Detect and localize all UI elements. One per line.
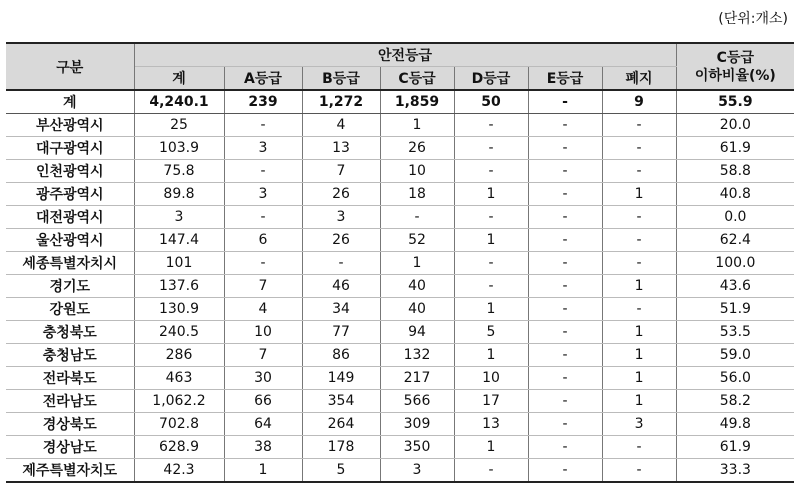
row-name-cell: 충청북도 [6, 321, 134, 344]
header-col-abolished: 폐지 [602, 67, 676, 91]
row-value-cell: 75.8 [134, 160, 224, 183]
row-value-cell: - [454, 252, 528, 275]
row-value-cell: 286 [134, 344, 224, 367]
row-value-cell: 147.4 [134, 229, 224, 252]
row-value-cell: 4 [302, 114, 380, 137]
row-value-cell: 49.8 [676, 413, 794, 436]
safety-grade-table [6, 42, 794, 483]
row-value-cell: 239 [224, 90, 302, 114]
row-value-cell: 61.9 [676, 137, 794, 160]
table-row [6, 413, 794, 436]
row-value-cell: 59.0 [676, 344, 794, 367]
row-value-cell: 20.0 [676, 114, 794, 137]
row-value-cell: 1 [380, 252, 454, 275]
row-value-cell: 1 [454, 344, 528, 367]
row-value-cell: 51.9 [676, 298, 794, 321]
table-row [6, 298, 794, 321]
row-value-cell: - [602, 229, 676, 252]
row-value-cell: 178 [302, 436, 380, 459]
table-row [6, 252, 794, 275]
row-value-cell: 17 [454, 390, 528, 413]
header-col-a-grade: A등급 [224, 67, 302, 91]
row-value-cell: - [224, 206, 302, 229]
row-value-cell: 137.6 [134, 275, 224, 298]
row-value-cell: 132 [380, 344, 454, 367]
row-value-cell: 3 [380, 459, 454, 483]
row-value-cell: 26 [302, 183, 380, 206]
row-value-cell: 354 [302, 390, 380, 413]
row-value-cell: 26 [380, 137, 454, 160]
row-value-cell: 350 [380, 436, 454, 459]
row-value-cell: 4,240.1 [134, 90, 224, 114]
row-value-cell: 1 [454, 183, 528, 206]
row-name-cell: 부산광역시 [6, 114, 134, 137]
table-row [6, 436, 794, 459]
header-col-c-grade: C등급 [380, 67, 454, 91]
row-value-cell: 1 [602, 275, 676, 298]
row-name-cell: 인천광역시 [6, 160, 134, 183]
row-value-cell: 1,859 [380, 90, 454, 114]
row-value-cell: 149 [302, 367, 380, 390]
row-value-cell: 566 [380, 390, 454, 413]
row-name-cell: 대구광역시 [6, 137, 134, 160]
row-value-cell: 1,272 [302, 90, 380, 114]
row-name-cell: 대전광역시 [6, 206, 134, 229]
row-value-cell: 50 [454, 90, 528, 114]
table-body [6, 90, 794, 482]
row-value-cell: 3 [134, 206, 224, 229]
row-value-cell: 40 [380, 275, 454, 298]
row-name-cell: 제주특별자치도 [6, 459, 134, 483]
row-value-cell: 628.9 [134, 436, 224, 459]
row-value-cell: 7 [224, 275, 302, 298]
row-value-cell: 3 [602, 413, 676, 436]
row-value-cell: 1,062.2 [134, 390, 224, 413]
table-row [6, 206, 794, 229]
row-value-cell: - [602, 206, 676, 229]
row-value-cell: 34 [302, 298, 380, 321]
row-value-cell: 101 [134, 252, 224, 275]
header-col-d-grade: D등급 [454, 67, 528, 91]
row-value-cell: 217 [380, 367, 454, 390]
row-value-cell: 89.8 [134, 183, 224, 206]
row-value-cell: 55.9 [676, 90, 794, 114]
row-value-cell: - [302, 252, 380, 275]
row-value-cell: 43.6 [676, 275, 794, 298]
row-value-cell: 3 [224, 137, 302, 160]
row-value-cell: 7 [224, 344, 302, 367]
row-value-cell: 3 [302, 206, 380, 229]
row-value-cell: 3 [224, 183, 302, 206]
table-row [6, 321, 794, 344]
row-value-cell: 1 [602, 344, 676, 367]
row-value-cell: - [528, 390, 602, 413]
table-row [6, 229, 794, 252]
row-value-cell: 240.5 [134, 321, 224, 344]
row-value-cell: - [602, 114, 676, 137]
row-name-cell: 세종특별자치시 [6, 252, 134, 275]
row-value-cell: - [528, 344, 602, 367]
table-row [6, 459, 794, 483]
header-col-e-grade: E등급 [528, 67, 602, 91]
header-ratio-line2: 이하비율(%) [694, 67, 776, 84]
row-value-cell: 94 [380, 321, 454, 344]
row-value-cell: 1 [454, 298, 528, 321]
row-value-cell: 13 [454, 413, 528, 436]
row-value-cell: - [528, 413, 602, 436]
row-value-cell: - [528, 206, 602, 229]
row-value-cell: 5 [454, 321, 528, 344]
table-total-row [6, 90, 794, 114]
row-value-cell: - [224, 160, 302, 183]
row-value-cell: 10 [380, 160, 454, 183]
row-value-cell: 77 [302, 321, 380, 344]
header-col-total: 계 [134, 67, 224, 91]
header-col-b-grade: B등급 [302, 67, 380, 91]
row-value-cell: 100.0 [676, 252, 794, 275]
row-value-cell: 33.3 [676, 459, 794, 483]
row-value-cell: 4 [224, 298, 302, 321]
row-value-cell: - [224, 114, 302, 137]
table-row [6, 137, 794, 160]
row-value-cell: 40 [380, 298, 454, 321]
row-value-cell: - [602, 436, 676, 459]
row-value-cell: 56.0 [676, 367, 794, 390]
row-name-cell: 전라북도 [6, 367, 134, 390]
row-value-cell: 130.9 [134, 298, 224, 321]
row-value-cell: 53.5 [676, 321, 794, 344]
row-value-cell: 1 [380, 114, 454, 137]
header-category: 구분 [6, 43, 134, 90]
table-row [6, 275, 794, 298]
row-name-cell: 충청남도 [6, 344, 134, 367]
row-value-cell: - [454, 114, 528, 137]
row-value-cell: - [224, 252, 302, 275]
row-value-cell: 1 [224, 459, 302, 483]
row-value-cell: 30 [224, 367, 302, 390]
row-value-cell: 1 [602, 390, 676, 413]
row-value-cell: - [454, 206, 528, 229]
row-value-cell: 103.9 [134, 137, 224, 160]
row-value-cell: 40.8 [676, 183, 794, 206]
row-value-cell: - [528, 298, 602, 321]
table-header [6, 43, 794, 90]
row-value-cell: 86 [302, 344, 380, 367]
row-value-cell: 702.8 [134, 413, 224, 436]
header-safety-grade-group: 안전등급 [134, 43, 676, 67]
row-name-cell: 울산광역시 [6, 229, 134, 252]
unit-note: (단위:개소) [718, 11, 788, 27]
row-value-cell: 1 [454, 436, 528, 459]
row-value-cell: 46 [302, 275, 380, 298]
table-row [6, 114, 794, 137]
row-name-cell: 계 [6, 90, 134, 114]
row-value-cell: - [528, 367, 602, 390]
row-value-cell: - [454, 137, 528, 160]
row-value-cell: 5 [302, 459, 380, 483]
row-name-cell: 강원도 [6, 298, 134, 321]
row-value-cell: - [528, 229, 602, 252]
table-row [6, 390, 794, 413]
row-value-cell: 1 [602, 367, 676, 390]
row-name-cell: 광주광역시 [6, 183, 134, 206]
row-value-cell: - [454, 275, 528, 298]
row-value-cell: 13 [302, 137, 380, 160]
row-value-cell: - [602, 298, 676, 321]
row-value-cell: - [380, 206, 454, 229]
row-value-cell: 52 [380, 229, 454, 252]
row-value-cell: 61.9 [676, 436, 794, 459]
row-value-cell: 1 [602, 321, 676, 344]
row-value-cell: 10 [454, 367, 528, 390]
row-value-cell: 62.4 [676, 229, 794, 252]
row-value-cell: 9 [602, 90, 676, 114]
row-value-cell: - [528, 321, 602, 344]
table-row [6, 183, 794, 206]
row-value-cell: - [454, 160, 528, 183]
row-value-cell: - [602, 137, 676, 160]
row-value-cell: 66 [224, 390, 302, 413]
row-value-cell: - [602, 459, 676, 483]
row-value-cell: 64 [224, 413, 302, 436]
row-value-cell: - [528, 114, 602, 137]
row-value-cell: 6 [224, 229, 302, 252]
table-row [6, 160, 794, 183]
row-value-cell: - [454, 459, 528, 483]
row-value-cell: - [528, 275, 602, 298]
row-name-cell: 경기도 [6, 275, 134, 298]
row-value-cell: - [528, 183, 602, 206]
row-value-cell: 1 [602, 183, 676, 206]
header-ratio-line1: C등급 [716, 49, 754, 66]
row-value-cell: 463 [134, 367, 224, 390]
row-value-cell: - [528, 160, 602, 183]
row-value-cell: 309 [380, 413, 454, 436]
row-value-cell: - [602, 252, 676, 275]
row-value-cell: 58.2 [676, 390, 794, 413]
row-value-cell: - [528, 459, 602, 483]
row-value-cell: 58.8 [676, 160, 794, 183]
row-value-cell: 264 [302, 413, 380, 436]
row-value-cell: 42.3 [134, 459, 224, 483]
row-value-cell: - [528, 90, 602, 114]
row-value-cell: 10 [224, 321, 302, 344]
row-value-cell: 7 [302, 160, 380, 183]
table-row [6, 367, 794, 390]
row-value-cell: - [602, 160, 676, 183]
row-value-cell: 26 [302, 229, 380, 252]
row-value-cell: - [528, 137, 602, 160]
row-value-cell: 25 [134, 114, 224, 137]
row-value-cell: 18 [380, 183, 454, 206]
row-name-cell: 전라남도 [6, 390, 134, 413]
row-value-cell: 0.0 [676, 206, 794, 229]
row-value-cell: 38 [224, 436, 302, 459]
row-name-cell: 경상남도 [6, 436, 134, 459]
row-value-cell: - [528, 436, 602, 459]
row-name-cell: 경상북도 [6, 413, 134, 436]
row-value-cell: - [528, 252, 602, 275]
table-row [6, 344, 794, 367]
row-value-cell: 1 [454, 229, 528, 252]
header-ratio [676, 43, 794, 90]
